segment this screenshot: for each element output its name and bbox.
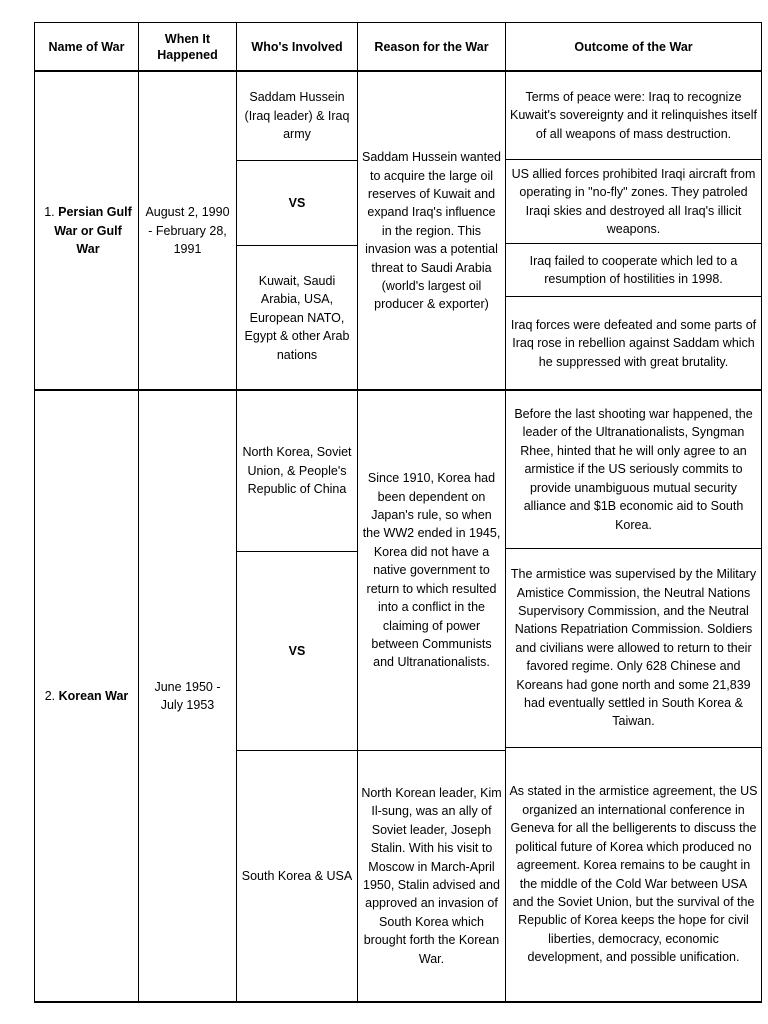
header-who [236,22,358,72]
header-name-text: Name of War [48,40,125,54]
gulf-war-name-cell [34,71,139,391]
gulf-war-outcome-4: Iraq forces were defeated and some parts of Iraq rose in rebellion against Saddam which he suppressed with great brutality. [510,317,757,369]
gulf-war-side-b-cell [236,245,358,391]
gulf-war-when-cell [138,71,237,391]
header-name-of-war [34,22,139,72]
korean-war-side-a: North Korea, Soviet Union, & People's Republic of China [242,445,352,497]
korean-war-name-cell [34,390,139,1002]
korean-war-name [45,687,129,705]
gulf-war-outcome-3-cell [505,243,762,297]
header-outcome [505,22,762,72]
korean-war-outcome-3-cell [505,747,762,1002]
korean-war-when-cell [138,390,237,1002]
korean-war-vs: VS [288,643,306,658]
korean-war-number: 2. [44,688,56,703]
gulf-war-side-b: Kuwait, Saudi Arabia, USA, European NATO, Egypt & other Arab nations [244,273,350,362]
korean-war-side-a-cell [236,390,358,552]
gulf-war-side-a-cell [236,71,358,161]
gulf-war-reason-cell [357,71,506,391]
korean-war-reason-1-cell [357,390,506,751]
korean-war-side-b-cell [236,750,358,1002]
header-when-text: When It Happened [157,32,218,62]
header-who-text: Who's Involved [251,40,343,54]
row-separator-bottom [34,1001,762,1003]
header-outcome-text: Outcome of the War [574,40,693,54]
gulf-war-number: 1. [44,205,55,220]
korean-war-outcome-1-cell [505,390,762,549]
gulf-war-vs-cell [236,160,358,246]
gulf-war-outcome-2-cell [505,159,762,244]
gulf-war-outcome-2: US allied forces prohibited Iraqi aircraft from operating in "no-fly" zones. They patroled Iraqi skies and destroyed all Iraq's illicit weapons. [511,166,756,236]
korean-war-outcome-1: Before the last shooting war happened, the leader of the Ultranationalists, Syngman Rhee, hinted that he will only agree to an armistice if the US seriously commits to provide unambiguous mutual security alliance and $1B economic aid to South Korea. [514,407,753,532]
korean-war-title: Korean War [58,688,129,703]
korean-war-reason-2: North Korean leader, Kim Il-sung, was an ally of Soviet leader, Joseph Stalin. With his visit to Moscow in March-April 1950, Stalin advised and approved an invasion of South Korea which brought forth the Korean War. [361,785,502,966]
gulf-war-outcome-1-cell [505,71,762,160]
gulf-war-when: August 2, 1990 - February 28, 1991 [145,205,230,257]
korean-war-outcome-2-cell [505,548,762,748]
gulf-war-outcome-3: Iraq failed to cooperate which led to a resumption of hostilities in 1998. [529,253,738,286]
header-reason [357,22,506,72]
korean-war-outcome-3: As stated in the armistice agreement, the US organized an international conference in Geneva for all the belligerents to discuss the political future of Korea which produced no agreement. Korea remains to be caught in the middle of the Cold War between USA and the Soviet Union, but the survival of the Republic of Korea keeps the hope for civil liberties, democracy, economic development, and possible unification. [509,784,758,965]
korean-war-outcome-2: The armistice was supervised by the Military Amistice Commission, the Neutral Nations Supervisory Commission, and the Neutral Nations Repatriation Commission. Soldiers and civilians were allowed to return to their favored regime. Only 628 Chinese and Koreans had gone north and some 21,839 had eventually settled in South Korea & Taiwan. [510,567,757,729]
header-reason-text: Reason for the War [374,40,489,54]
korean-war-side-b: South Korea & USA [241,868,353,883]
korean-war-reason-2-cell [357,750,506,1002]
gulf-war-reason: Saddam Hussein wanted to acquire the large oil reserves of Kuwait and expand Iraq's influence in the region. This invasion was a potential threat to Saudi Arabia (world's largest oil producer & exporter) [362,150,501,312]
gulf-war-outcome-4-cell [505,296,762,391]
korean-war-when: June 1950 - July 1953 [154,679,221,712]
row-separator-gulf [34,389,762,391]
gulf-war-title: Persian Gulf War or Gulf War [54,205,132,257]
korean-war-reason-1: Since 1910, Korea had been dependent on Japan's rule, so when the WW2 ended in 1945, Korea did not have a native government to return to which resulted into a conflict in the claiming of power between Communists and Ultranationalists. [362,471,501,670]
header-when [138,22,237,72]
gulf-war-outcome-1: Terms of peace were: Iraq to recognize Kuwait's sovereignty and it relinquishes itself of all weapons of mass destruction. [510,89,757,141]
korean-war-vs-cell [236,551,358,751]
gulf-war-name [41,203,135,258]
row-separator-header [34,70,762,72]
gulf-war-side-a: Saddam Hussein (Iraq leader) & Iraq army [244,90,350,142]
gulf-war-vs: VS [288,195,306,210]
